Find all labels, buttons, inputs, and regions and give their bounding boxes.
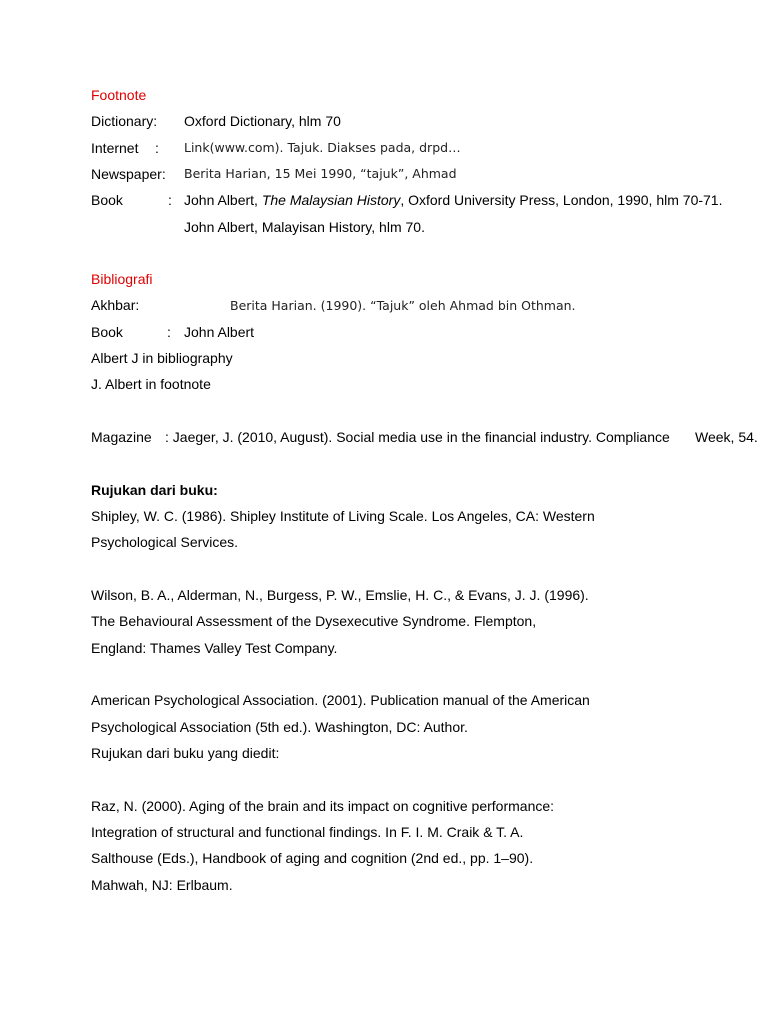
magazine-value: : Jaeger, J. (2010, August). Social media use in the financial industry. Compliance [165, 429, 670, 445]
footnote-newspaper-label: Newspaper: [91, 166, 166, 182]
footnote-dictionary-label: Dictionary: [91, 113, 158, 129]
bibliografi-heading: Bibliografi [91, 271, 153, 287]
bibliografi-akhbar-label: Akhbar: [91, 297, 140, 313]
bibliografi-book-colon: : [167, 324, 171, 340]
reference-line: The Behavioural Assessment of the Dysexecutive Syndrome. Flempton, [91, 613, 537, 629]
footnote-newspaper-value: Berita Harian, 15 Mei 1990, “tajuk”, Ahmad [184, 166, 457, 181]
bibliografi-book-label: Book [91, 324, 123, 340]
reference-line: Shipley, W. C. (1986). Shipley Institute of Living Scale. Los Angeles, CA: Western [91, 508, 595, 524]
footnote-book-line2: John Albert, Malayisan History, hlm 70. [184, 219, 425, 235]
footnote-heading: Footnote [91, 87, 147, 103]
reference-line: Raz, N. (2000). Aging of the brain and its impact on cognitive performance: [91, 798, 555, 814]
bibliografi-note-1: Albert J in bibliography [91, 350, 233, 366]
magazine-label: Magazine [91, 429, 152, 445]
book-author: John Albert, [184, 192, 262, 208]
footnote-internet-value: Link(www.com). Tajuk. Diakses pada, drpd… [184, 140, 461, 155]
bibliografi-note-2: J. Albert in footnote [91, 376, 211, 392]
bibliografi-book-value: John Albert [184, 324, 255, 340]
bibliografi-akhbar-value: Berita Harian. (1990). “Tajuk” oleh Ahmad bin Othman. [230, 298, 576, 313]
book-publisher: , Oxford University Press, London, 1990, hlm 70-71. [400, 192, 723, 208]
book-title: The Malaysian History [261, 192, 401, 208]
reference-line: Wilson, B. A., Alderman, N., Burgess, P. W., Emslie, H. C., & Evans, J. J. (1996). [91, 587, 589, 603]
reference-line: Integration of structural and functional findings. In F. I. M. Craik & T. A. [91, 824, 524, 840]
footnote-dictionary-value: Oxford Dictionary, hlm 70 [184, 113, 341, 129]
footnote-internet-colon: : [155, 140, 159, 156]
magazine-value-end: Week, 54. [695, 429, 758, 445]
reference-line: Mahwah, NJ: Erlbaum. [91, 877, 233, 893]
reference-line: Psychological Services. [91, 534, 239, 550]
footnote-internet-label: Internet [91, 140, 139, 156]
footnote-book-colon: : [168, 192, 172, 208]
reference-line: England: Thames Valley Test Company. [91, 640, 338, 656]
footnote-book-label: Book [91, 192, 123, 208]
reference-line: Psychological Association (5th ed.). Washington, DC: Author. [91, 719, 468, 735]
reference-line: American Psychological Association. (2001). Publication manual of the American [91, 692, 590, 708]
rujukan-diedit-heading: Rujukan dari buku yang diedit: [91, 745, 280, 761]
reference-line: Salthouse (Eds.), Handbook of aging and cognition (2nd ed., pp. 1–90). [91, 850, 534, 866]
rujukan-buku-heading: Rujukan dari buku: [91, 482, 218, 498]
footnote-book-value [184, 191, 723, 209]
